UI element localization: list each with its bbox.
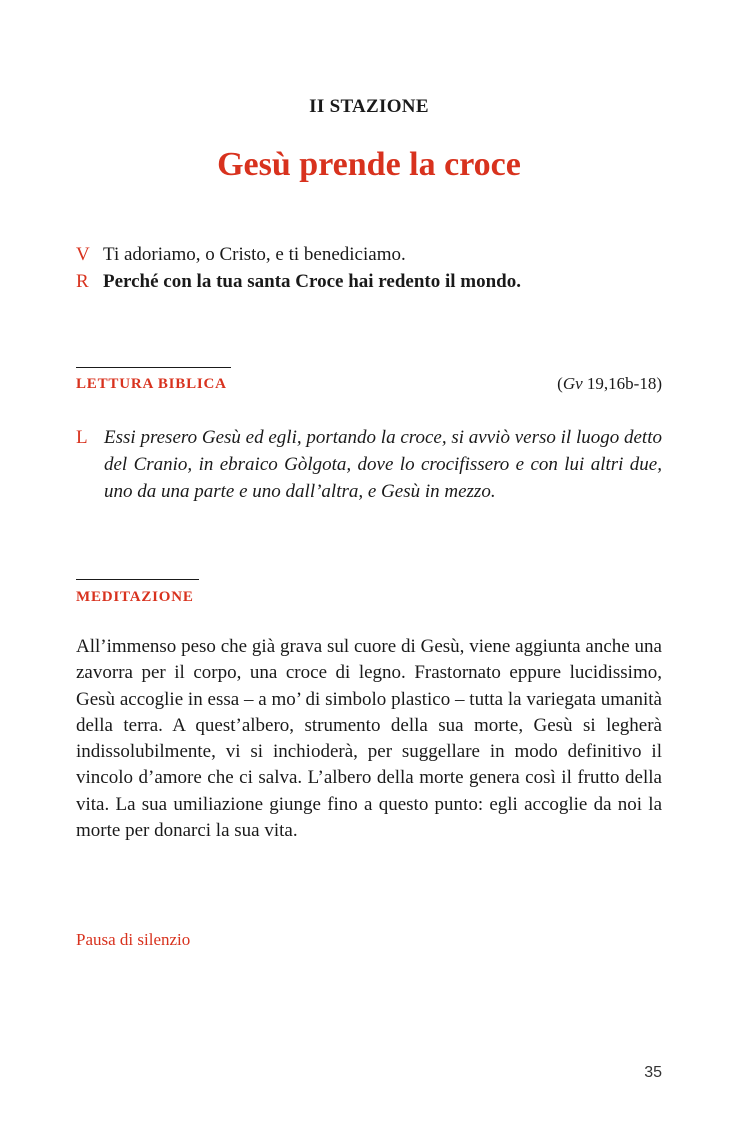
meditation-label: MEDITAZIONE bbox=[76, 589, 194, 605]
page-number: 35 bbox=[644, 1064, 662, 1081]
versicle-text: Ti adoriamo, o Cristo, e ti benediciamo. bbox=[103, 244, 406, 265]
meditation-rule bbox=[76, 579, 199, 580]
reading-ref-open: ( bbox=[557, 374, 563, 393]
reading-label: LETTURA BIBLICA bbox=[76, 376, 227, 392]
versicle-symbol: V bbox=[76, 244, 90, 265]
station-heading: II STAZIONE bbox=[309, 96, 429, 117]
response-text: Perché con la tua santa Croce hai redento il mondo. bbox=[103, 271, 521, 292]
reading-ref-rest: 19,16b-18) bbox=[582, 374, 662, 393]
response-line bbox=[76, 267, 521, 297]
reading-ref-book: Gv bbox=[562, 374, 583, 393]
reading-rule bbox=[76, 367, 231, 368]
reading-reference bbox=[557, 374, 662, 394]
response-symbol: R bbox=[76, 271, 89, 292]
reading-text: Essi presero Gesù ed egli, portando la croce, si avviò verso il luogo detto del Cranio, in ebraico Gòlgota, dove lo crocifissero e con lui altri due, uno da una parte e uno dall’altra, e Gesù in mezzo. bbox=[104, 427, 662, 502]
page-title: Gesù prende la croce bbox=[217, 146, 521, 183]
versicle-line bbox=[76, 240, 406, 270]
reading-marker: L bbox=[76, 427, 88, 448]
meditation-text: All’immenso peso che già grava sul cuore di Gesù, viene aggiunta anche una zavorra per il corpo, una croce di legno. Frastornato eppure lucidissimo, Gesù accoglie in essa – a mo’ di simbolo plastico – tutta la variegata umanità della terra. A quest’albero, strumento della sua morte, Gesù si legherà indissolubilmente, vi si inchioderà, per suggellare in modo definitivo il vincolo d’amore che ci salva. L’albero della morte genera così il frutto della vita. La sua umiliazione giunge fino a questo punto: egli accoglie da noi la morte per donarci la sua vita. bbox=[76, 636, 662, 842]
reading-block bbox=[76, 424, 662, 505]
pause-note: Pausa di silenzio bbox=[76, 930, 191, 949]
